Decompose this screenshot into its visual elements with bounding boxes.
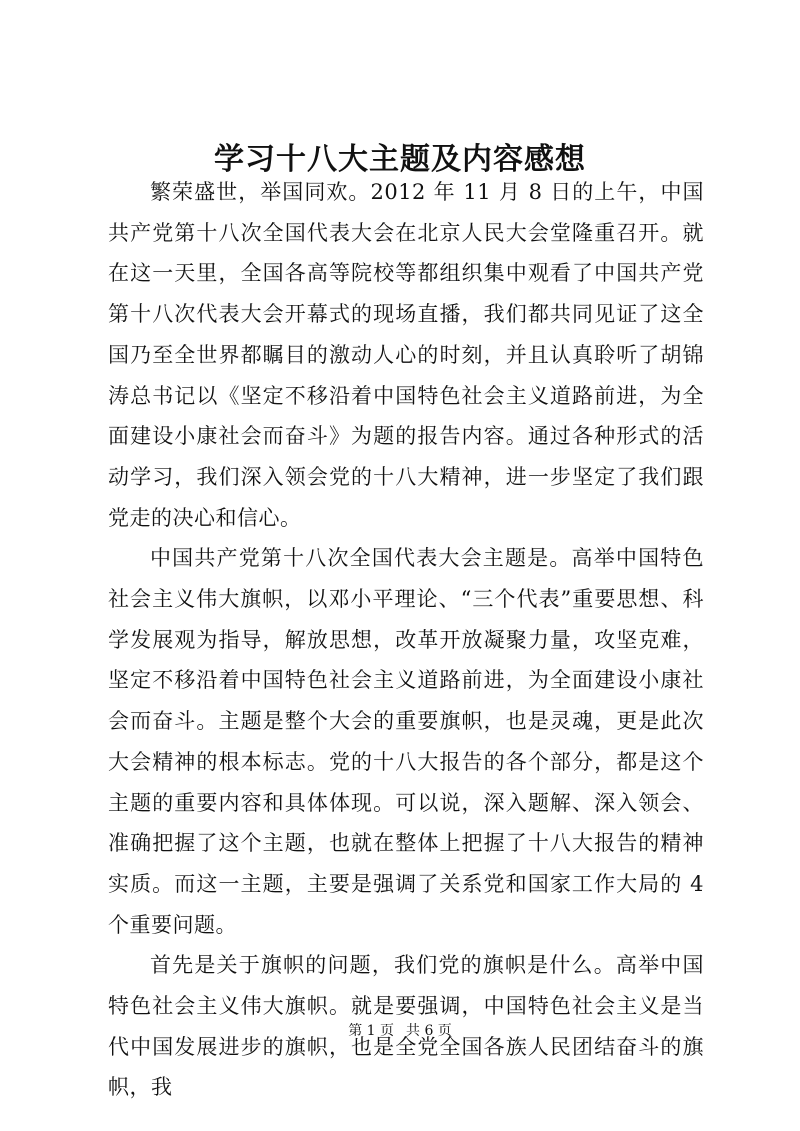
page-number: 第 1 页 bbox=[348, 1023, 394, 1039]
document-title: 学习十八大主题及内容感想 bbox=[214, 142, 586, 177]
page-footer bbox=[0, 1021, 800, 1041]
total-pages: 共 6 页 bbox=[406, 1023, 452, 1039]
paragraph-3: 首先是关于旗帜的问题，我们党的旗帜是什么。高举中国特色社会主义伟大旗帜。就是要强调，中国特色社会主义是当代中国发展进步的旗帜，也是全党全国各族人民团结奋斗的旗帜，我 bbox=[108, 953, 704, 1100]
document-body bbox=[108, 172, 704, 1108]
paragraph-2: 中国共产党第十八次全国代表大会主题是。高举中国特色社会主义伟大旗帜，以邓小平理论、“三个代表”重要思想、科学发展观为指导，解放思想，改革开放凝聚力量，攻坚克难，坚定不移沿着中国特色社会主义道路前进，为全面建设小康社会而奋斗。主题是整个大会的重要旗帜，也是灵魂，更是此次大会精神的根本标志。党的十八大报告的各个部分，都是这个主题的重要内容和具体体现。可以说，深入题解、深入领会、准确把握了这个主题，也就在整体上把握了十八大报告的精神实质。而这一主题，主要是强调了关系党和国家工作大局的 4 个重要问题。 bbox=[108, 546, 704, 937]
paragraph-1: 繁荣盛世，举国同欢。2012 年 11 月 8 日的上午，中国共产党第十八次全国代表大会在北京人民大会堂隆重召开。就在这一天里，全国各高等院校等都组织集中观看了中国共产党第十八次代表大会开幕式的现场直播，我们都共同见证了这全国乃至全世界都瞩目的激动人心的时刻，并且认真聆听了胡锦涛总书记以《坚定不移沿着中国特色社会主义道路前进，为全面建设小康社会而奋斗》为题的报告内容。通过各种形式的活动学习，我们深入领会党的十八大精神，进一步坚定了我们跟党走的决心和信心。 bbox=[108, 180, 704, 530]
